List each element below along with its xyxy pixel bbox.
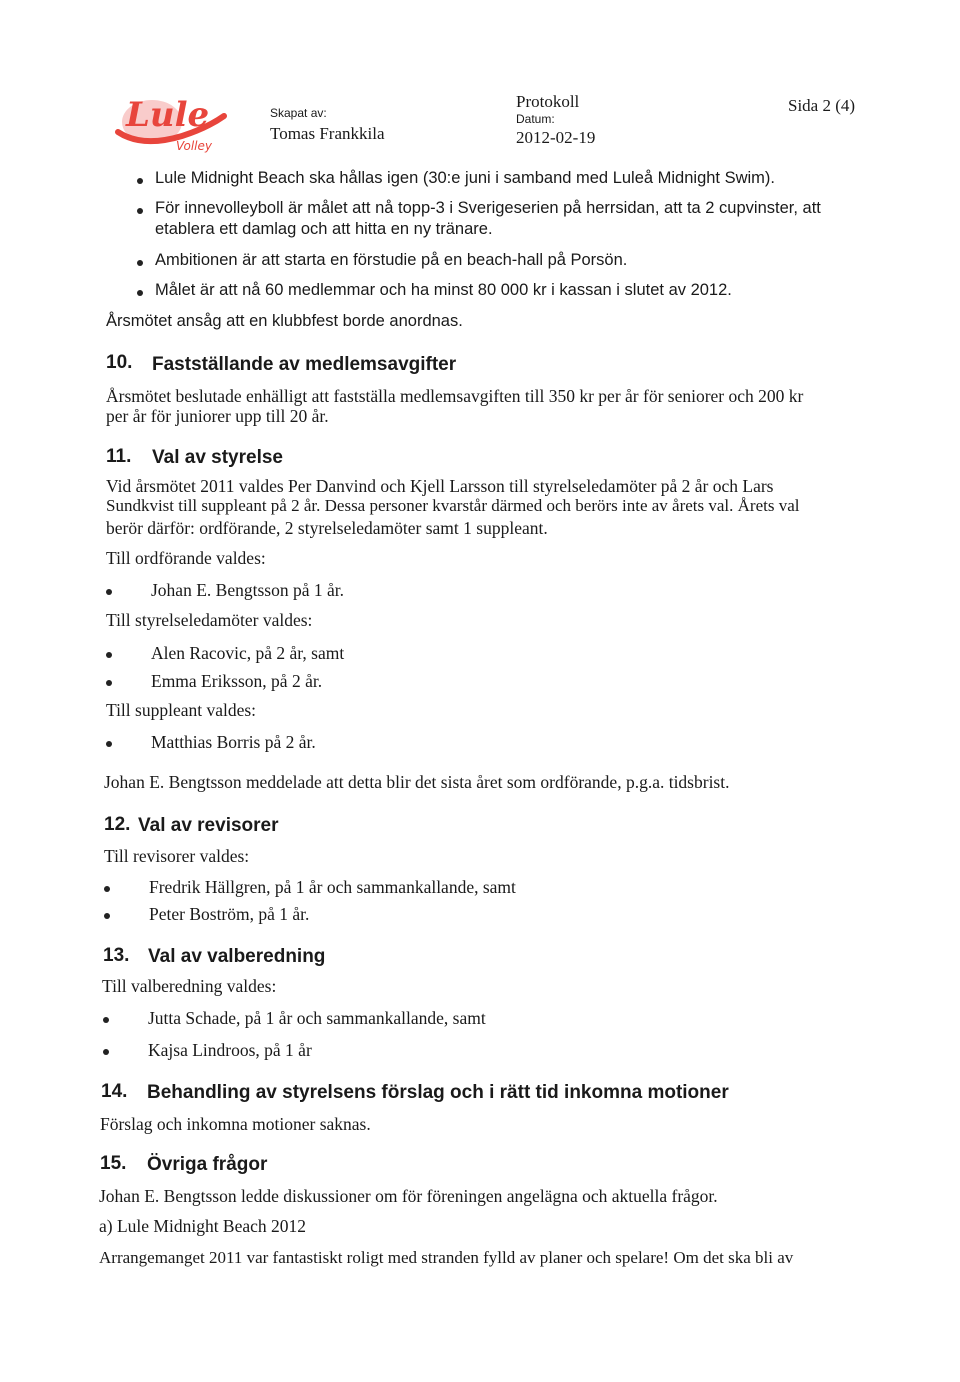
section-12-number: 12. — [104, 814, 131, 835]
intro-bullet-3: Ambitionen är att starta en förstudie på en beach-hall på Porsön. — [155, 251, 628, 269]
section-13-title: Val av valberedning — [148, 946, 326, 967]
logo-text-main: Lule — [126, 95, 210, 135]
bullet-icon — [106, 652, 112, 658]
intro-bullet-2: För innevolleyboll är målet att nå topp-3 i Sverigeserien på herrsidan, att ta 2 cupvinster, att — [155, 199, 821, 217]
section-10-title: Fastställande av medlemsavgifter — [152, 354, 457, 375]
created-by-name: Tomas Frankkila — [270, 124, 385, 143]
doc-type: Protokoll — [516, 92, 580, 111]
bullet-icon — [137, 290, 143, 296]
intro-bullet-4: Målet är att nå 60 medlemmar och ha minst 80 000 kr i kassan i slutet av 2012. — [155, 281, 732, 299]
section-15-line-1: Johan E. Bengtsson ledde diskussioner om för föreningen angelägna och aktuella frågor. — [99, 1186, 718, 1206]
chair-item: Johan E. Bengtsson på 1 år. — [151, 580, 344, 600]
revisors-label: Till revisorer valdes: — [104, 846, 250, 866]
logo-text-sub: Volley — [176, 139, 212, 153]
deputy-item: Matthias Borris på 2 år. — [151, 732, 316, 752]
section-12-title: Val av revisorer — [138, 815, 279, 836]
section-15-line-3: Arrangemanget 2011 var fantastiskt roligt med stranden fylld av planer och spelare! Om det ska bli av — [99, 1248, 794, 1267]
lule-volley-logo — [112, 88, 230, 156]
bullet-icon — [104, 886, 110, 892]
chair-label: Till ordförande valdes: — [106, 548, 266, 568]
bullet-icon — [103, 1017, 109, 1023]
section-15-title: Övriga frågor — [147, 1154, 268, 1175]
section-10-line-2: per år för juniorer upp till 20 år. — [106, 406, 329, 426]
section-11-line-1: Vid årsmötet 2011 valdes Per Danvind och Kjell Larsson till styrelseledamöter på 2 år och Lars — [106, 476, 774, 496]
section-15-number: 15. — [100, 1153, 127, 1174]
date-label: Datum: — [516, 112, 555, 126]
section-11-line-3: berör därför: ordförande, 2 styrelseledamöter samt 1 suppleant. — [106, 518, 548, 538]
section-10-number: 10. — [106, 352, 133, 373]
section-13-number: 13. — [103, 945, 130, 966]
revisor-item-2: Peter Boström, på 1 år. — [149, 904, 310, 924]
section-10-line-1: Årsmötet beslutade enhälligt att fastställa medlemsavgiften till 350 kr per år för seniorer och 200 kr — [106, 386, 804, 406]
intro-note: Årsmötet ansåg att en klubbfest borde anordnas. — [106, 312, 463, 330]
bullet-icon — [104, 913, 110, 919]
section-14-title: Behandling av styrelsens förslag och i rätt tid inkomna motioner — [147, 1082, 729, 1103]
intro-bullet-2-cont: etablera ett damlag och att hitta en ny tränare. — [155, 220, 493, 238]
section-11-number: 11. — [106, 446, 132, 467]
bullet-icon — [106, 680, 112, 686]
nomination-item-1: Jutta Schade, på 1 år och sammankallande, samt — [148, 1008, 486, 1028]
bullet-icon — [106, 589, 112, 595]
section-15-line-2: a) Lule Midnight Beach 2012 — [99, 1216, 307, 1236]
revisor-item-1: Fredrik Hällgren, på 1 år och sammankallande, samt — [149, 877, 516, 897]
intro-bullet-1: Lule Midnight Beach ska hållas igen (30:e juni i samband med Luleå Midnight Swim). — [155, 169, 776, 187]
member-item-2: Emma Eriksson, på 2 år. — [151, 671, 323, 691]
page-number: Sida 2 (4) — [788, 96, 856, 115]
members-label: Till styrelseledamöter valdes: — [106, 610, 313, 630]
section-14-number: 14. — [101, 1081, 128, 1102]
created-by-label: Skapat av: — [270, 106, 327, 120]
bullet-icon — [103, 1049, 109, 1055]
nomination-item-2: Kajsa Lindroos, på 1 år — [148, 1040, 312, 1060]
nomination-label: Till valberedning valdes: — [102, 976, 277, 996]
member-item-1: Alen Racovic, på 2 år, samt — [151, 643, 345, 663]
section-11-title: Val av styrelse — [152, 447, 283, 468]
bullet-icon — [137, 260, 143, 266]
section-11-note: Johan E. Bengtsson meddelade att detta blir det sista året som ordförande, p.g.a. tidsbrist. — [104, 772, 730, 792]
section-11-line-2: Sundkvist till suppleant på 2 år. Dessa personer kvarstår därmed och berörs inte av årets val. Årets val — [106, 496, 800, 515]
deputy-label: Till suppleant valdes: — [106, 700, 257, 720]
date-value: 2012-02-19 — [516, 128, 596, 147]
bullet-icon — [106, 741, 112, 747]
bullet-icon — [137, 178, 143, 184]
bullet-icon — [137, 208, 143, 214]
section-14-text: Förslag och inkomna motioner saknas. — [100, 1114, 371, 1134]
